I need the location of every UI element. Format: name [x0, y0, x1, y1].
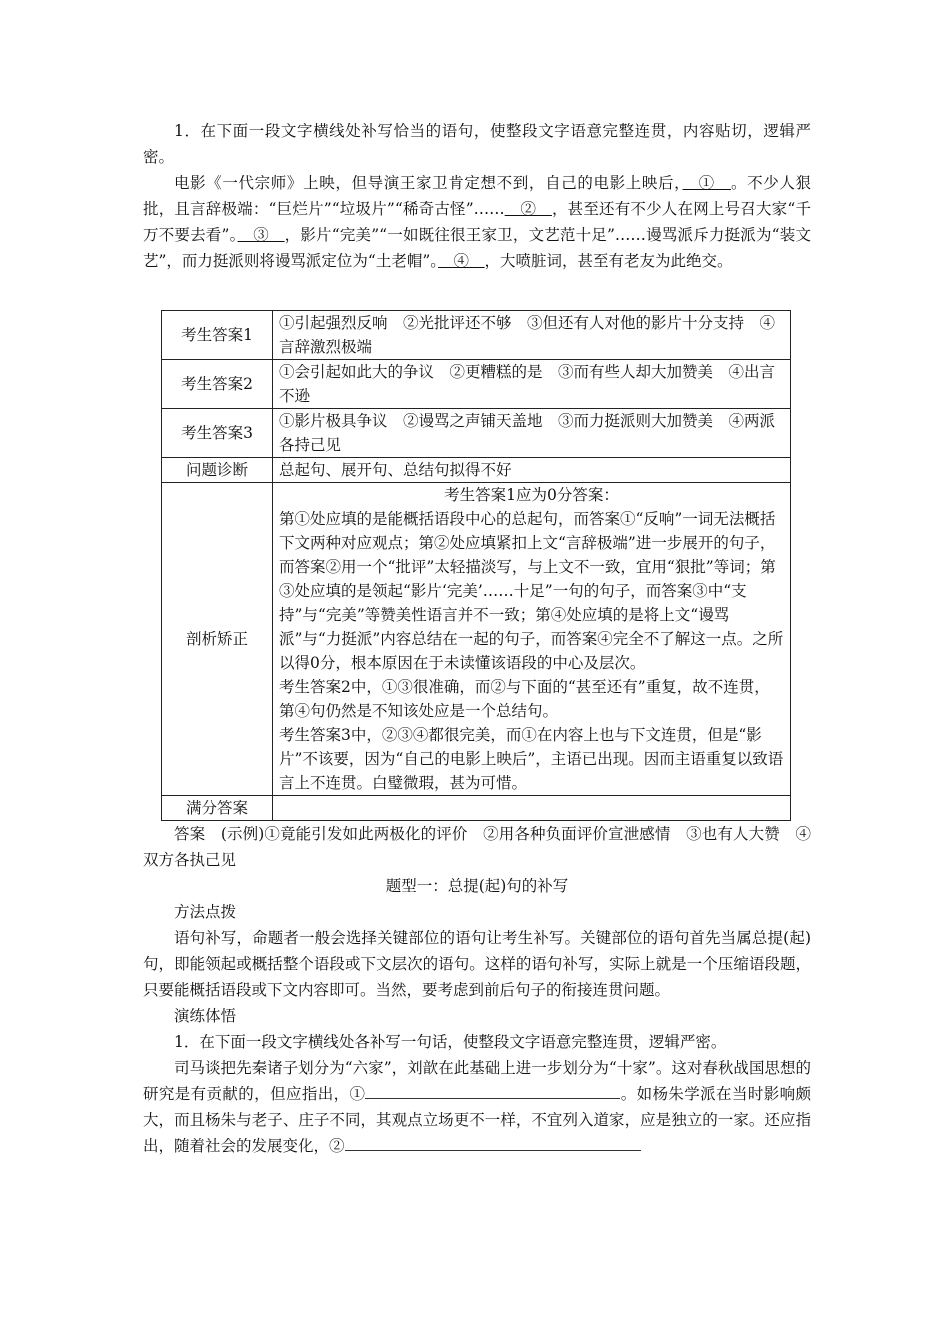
analysis-para-3: 考生答案3中，②③④都很完美，而①在内容上也与下文连贯，但是“影片”不该要，因为“自己的电影上映后”，主语已出现。因而主语重复以致语言上不连贯。白璧微瑕，甚为可惜。: [279, 726, 784, 792]
method-text: 语句补写，命题者一般会选择关键部位的语句让考生补写。关键部位的语句首先当属总提(起)句，即能领起或概括整个语段或下文层次的语句。这样的语句补写，实际上就是一个压缩语段题，只要能概括语段或下文内容即可。当然，要考虑到前后句子的衔接连贯问题。: [143, 929, 811, 999]
row-label: 考生答案2: [162, 360, 273, 409]
passage-part-3: ，甚至还有不少人在网上号召大家“千万不要去看”。: [143, 200, 811, 244]
blank-marker-1: ①: [349, 1085, 366, 1103]
row-label: 考生答案3: [162, 409, 273, 458]
table-row: [162, 483, 791, 796]
analysis-label: 剖析矫正: [162, 483, 273, 796]
row-label: 问题诊断: [162, 458, 273, 483]
passage-part-5: ，大喷脏词，甚至有老友为此绝交。: [484, 252, 733, 270]
blank-3[interactable]: ③: [237, 226, 285, 244]
analysis-heading: 考生答案1应为0分答案：: [444, 486, 619, 504]
full-answer-label: 满分答案: [162, 796, 273, 821]
table-row: [162, 796, 791, 821]
analysis-para-2: 考生答案2中，①③很准确，而②与下面的“甚至还有”重复，故不连贯，第④句仍然是不知该处应是一个总结句。: [279, 678, 770, 720]
answer-analysis-table: [161, 310, 791, 821]
blank-4[interactable]: ④: [438, 252, 485, 270]
table-row: [162, 409, 791, 458]
row-text: ①引起强烈反响 ②光批评还不够 ③但还有人对他的影片十分支持 ④言辞激烈极端: [273, 311, 791, 360]
q1-passage: [143, 170, 811, 274]
blank-1[interactable]: ①: [682, 174, 731, 192]
analysis-cell: [273, 483, 791, 796]
table-row: [162, 311, 791, 360]
row-text: 总起句、展开句、总结句拟得不好: [273, 458, 791, 483]
answer-line-1[interactable]: [365, 1082, 620, 1099]
document-page: [143, 118, 811, 1159]
practice-part-1: 司马谈把先秦诸子划分为“六家”，刘歆在此基础上进一步划分为“十家”。这对春秋战国思想的研究是有贡献的，但应指出，: [143, 1059, 811, 1103]
blank-marker-2: ②: [329, 1137, 345, 1155]
passage-part-1: 电影《一代宗师》上映，但导演王家卫肯定想不到，自己的电影上映后，: [174, 174, 683, 192]
section-title: 题型一：总提(起)句的补写: [385, 877, 569, 895]
passage-part-4: ，影片“完美”“一如既往很王家卫，文艺范十足”……谩骂派斥力挺派为“装文艺”，而力挺派则将谩骂派定位为“土老帽”。: [143, 226, 811, 270]
table-row: [162, 458, 791, 483]
full-answer-text: [273, 796, 791, 821]
answer-line-2[interactable]: [345, 1134, 641, 1151]
row-label: 考生答案1: [162, 311, 273, 360]
passage-part-2: 。不少人狠批，且言辞极端：“巨烂片”“垃圾片”“稀奇古怪”……: [143, 174, 811, 218]
analysis-para-1: 第①处应填的是能概括语段中心的总起句，而答案①“反响”一词无法概括下文两种对应观点；第②处应填紧扣上文“言辞极端”进一步展开的句子，而答案②用一个“批评”太轻描淡写，与上文不一致，宜用“狠批”等词；第③处应填的是领起“影片‘完美’……十足”一句的句子，而答案③中“支持”与“完美”等赞美性语言并不一致；第④处应填的是将上文“谩骂派”与“力挺派”内容总结在一起的句子，而答案④完全不了解这一点。之所以得0分，根本原因在于未读懂该语段的中心及层次。: [279, 510, 784, 672]
q1-instruction: 1．在下面一段文字横线处补写恰当的语句，使整段文字语意完整连贯，内容贴切，逻辑严密。: [143, 122, 811, 166]
table-row: [162, 360, 791, 409]
blank-2[interactable]: ②: [504, 200, 552, 218]
practice-heading: 演练体悟: [174, 1007, 237, 1025]
method-heading: 方法点拨: [174, 903, 237, 921]
practice-part-2: 。如杨朱学派在当时影响颇大，而且杨朱与老子、庄子不同，其观点立场更不一样，不宜列入道家，应是独立的一家。还应指出，随着社会的发展变化，: [143, 1085, 811, 1155]
answer-text: 答案 (示例)①竟能引发如此两极化的评价 ②用各种负面评价宣泄感情 ③也有人大赞 ④双方各执己见: [143, 825, 811, 869]
row-text: ①会引起如此大的争议 ②更糟糕的是 ③而有些人却大加赞美 ④出言不逊: [273, 360, 791, 409]
practice-instruction: 1．在下面一段文字横线处各补写一句话，使整段文字语意完整连贯，逻辑严密。: [174, 1033, 727, 1051]
practice-passage: [143, 1055, 811, 1159]
row-text: ①影片极具争议 ②谩骂之声铺天盖地 ③而力挺派则大加赞美 ④两派各持己见: [273, 409, 791, 458]
